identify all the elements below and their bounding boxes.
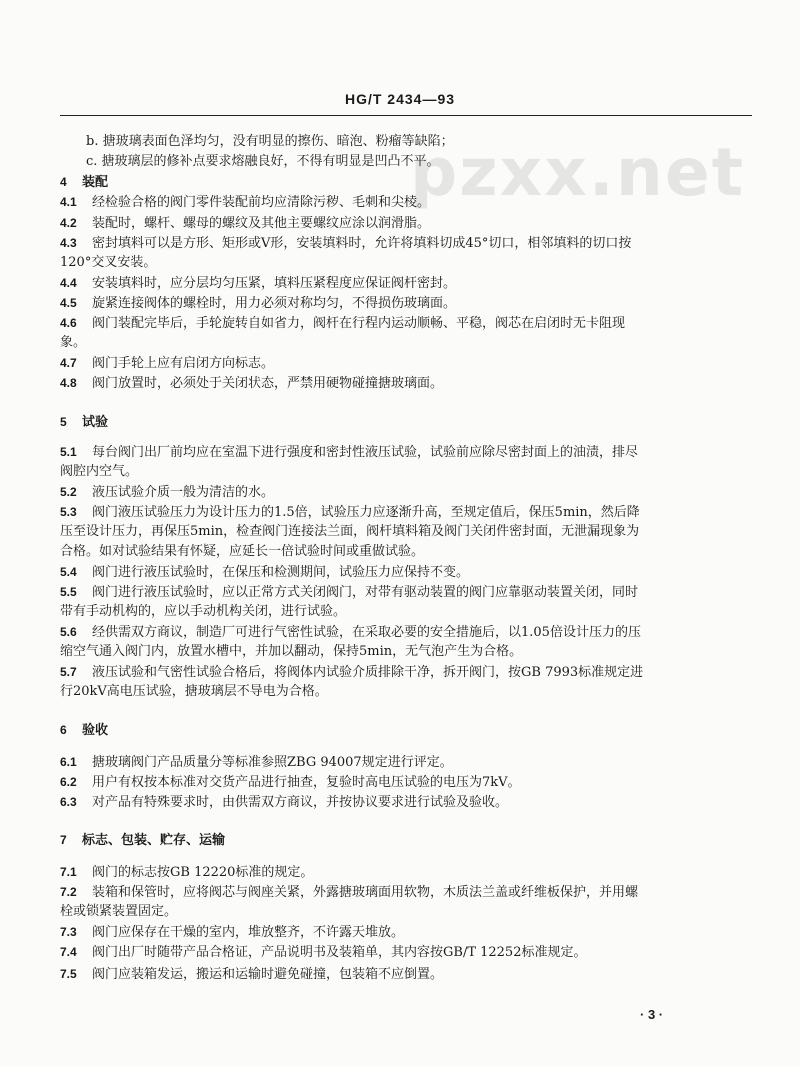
clause-number: 7.5 xyxy=(60,967,77,981)
clause-text: 每台阀门出厂前均应在室温下进行强度和密封性液压试验，试验前应除尽密封面上的油渍，排尽 xyxy=(92,445,639,460)
clause-text: 用户有权按本标准对交货产品进行抽查，复验时高电压试验的电压为7kV。 xyxy=(92,775,521,790)
clause-number: 7.2 xyxy=(60,885,77,899)
clause-text: 标志、包装、贮存、运输 xyxy=(82,833,226,848)
clause-text: 带有手动机构的，应以手动机构关闭，进行试验。 xyxy=(60,604,347,619)
clause-text: 经供需双方商议，制造厂可进行气密性试验，在采取必要的安全措施后，以1.05倍设计压力的压 xyxy=(92,625,641,640)
clause-number: 4.5 xyxy=(60,296,77,310)
clause-number: 6.3 xyxy=(60,795,77,809)
clause-continuation xyxy=(60,644,752,660)
clause-number: 4.6 xyxy=(60,316,77,330)
section-heading xyxy=(60,414,752,431)
clause-line xyxy=(60,584,752,601)
clause-line xyxy=(60,154,778,170)
clause-line xyxy=(60,924,752,941)
clause-number: 5.5 xyxy=(60,585,77,599)
clause-line xyxy=(60,504,752,521)
clause-line xyxy=(60,794,752,811)
clause-line xyxy=(60,134,778,150)
clause-line xyxy=(60,944,752,961)
clause-line xyxy=(60,664,752,681)
watermark: pzxx.net xyxy=(410,134,746,211)
clause-text: 合格。如对试验结果有怀疑，应延长一倍试验时间或重做试验。 xyxy=(60,544,425,559)
clause-line xyxy=(60,884,752,901)
clause-text: 旋紧连接阀体的螺栓时，用力必须对称均匀，不得损伤玻璃面。 xyxy=(92,296,457,311)
clause-text: 栓或锁紧装置固定。 xyxy=(60,904,178,919)
clause-text: 阀腔内空气。 xyxy=(60,464,139,479)
clause-number: 4.4 xyxy=(60,276,77,290)
clause-line xyxy=(60,355,752,372)
clause-line xyxy=(60,564,752,581)
clause-text: 阀门液压试验压力为设计压力的1.5倍，试验压力应逐渐升高，至规定值后，保压5min，然后降 xyxy=(92,505,640,520)
clause-line xyxy=(60,444,752,461)
clause-line xyxy=(60,754,752,771)
clause-continuation xyxy=(60,335,752,351)
clause-continuation xyxy=(60,904,752,920)
clause-continuation xyxy=(60,464,752,480)
section-heading xyxy=(60,832,752,849)
clause-number: 5.3 xyxy=(60,505,77,519)
clause-number: 5.7 xyxy=(60,665,77,679)
clause-line xyxy=(60,235,752,252)
clause-text: 装箱和保管时，应将阀芯与阀座关紧，外露搪玻璃面用软物，木质法兰盖或纤维板保护，并用螺 xyxy=(92,885,639,900)
clause-line xyxy=(60,215,752,232)
clause-line xyxy=(60,484,752,501)
clause-text: 装配 xyxy=(82,175,109,190)
clause-text: 阀门进行液压试验时，应以正常方式关闭阀门，对带有驱动装置的阀门应靠驱动装置关闭，同时 xyxy=(92,585,639,600)
clause-number: 4.8 xyxy=(60,376,77,390)
clause-number: 6.2 xyxy=(60,775,77,789)
clause-line xyxy=(60,295,752,312)
clause-text: 经检验合格的阀门零件装配前均应清除污秽、毛刺和尖棱。 xyxy=(92,195,431,210)
clause-text: 安装填料时，应分层均匀压紧，填料压紧程度应保证阀杆密封。 xyxy=(92,276,457,291)
clause-number: 7.1 xyxy=(60,865,77,879)
clause-continuation xyxy=(60,544,752,560)
clause-text: 阀门应保存在干燥的室内，堆放整齐，不许露天堆放。 xyxy=(92,925,405,940)
clause-line xyxy=(60,624,752,641)
clause-text: 阀门出厂时随带产品合格证，产品说明书及装箱单，其内容按GB/T 12252标准规定。 xyxy=(92,945,587,960)
clause-line xyxy=(60,375,752,392)
clause-number: 7.3 xyxy=(60,925,77,939)
clause-text: 阀门手轮上应有启闭方向标志。 xyxy=(92,356,275,371)
clause-line xyxy=(60,774,752,791)
header-rule xyxy=(60,115,752,116)
clause-text: 搪玻璃阀门产品质量分等标准参照ZBG 94007规定进行评定。 xyxy=(92,755,453,770)
clause-text: 象。 xyxy=(60,335,87,350)
clause-text: 试验 xyxy=(82,415,109,430)
clause-line xyxy=(60,864,752,881)
clause-text: 阀门的标志按GB 12220标准的规定。 xyxy=(92,865,314,880)
clause-continuation xyxy=(60,255,752,271)
clause-number: 5.6 xyxy=(60,625,77,639)
clause-text: 压至设计压力，再保压5min，检查阀门连接法兰面，阀杆填料箱及阀门关闭件密封面，无泄漏现象为 xyxy=(60,524,640,539)
section-heading xyxy=(60,174,752,191)
section-heading xyxy=(60,722,752,739)
clause-number: 5 xyxy=(60,415,67,429)
clause-text: 验收 xyxy=(82,723,109,738)
clause-text: 阀门放置时，必须处于关闭状态，严禁用硬物碰撞搪玻璃面。 xyxy=(92,376,444,391)
clause-continuation xyxy=(60,684,752,700)
clause-number: 6.1 xyxy=(60,755,77,769)
clause-text: c. 搪玻璃层的修补点要求熔融良好，不得有明显是凹凸不平。 xyxy=(86,154,440,169)
clause-text: 密封填料可以是方形、矩形或V形，安装填料时，允许将填料切成45°切口，相邻填料的切口按 xyxy=(92,236,632,251)
clause-text: 阀门应装箱发运，搬运和运输时避免碰撞，包装箱不应倒置。 xyxy=(92,967,444,982)
clause-continuation xyxy=(60,604,752,620)
clause-text: b. 搪玻璃表面色泽均匀，没有明显的擦伤、暗泡、粉瘤等缺陷； xyxy=(86,134,454,149)
clause-text: 对产品有特殊要求时，由供需双方商议，并按协议要求进行试验及验收。 xyxy=(92,795,509,810)
clause-number: 5.2 xyxy=(60,485,77,499)
clause-text: 120°交叉安装。 xyxy=(60,255,157,270)
clause-text: 阀门进行液压试验时，在保压和检测期间，试验压力应保持不变。 xyxy=(92,565,470,580)
clause-number: 7.4 xyxy=(60,945,77,959)
clause-number: 4 xyxy=(60,175,67,189)
clause-line xyxy=(60,966,752,983)
clause-text: 装配时，螺杆、螺母的螺纹及其他主要螺纹应涂以润滑脂。 xyxy=(92,216,431,231)
clause-number: 7 xyxy=(60,833,67,847)
clause-number: 4.1 xyxy=(60,195,77,209)
clause-number: 5.1 xyxy=(60,445,77,459)
clause-line xyxy=(60,275,752,292)
clause-number: 4.3 xyxy=(60,236,77,250)
clause-text: 行20kV高电压试验，搪玻璃层不导电为合格。 xyxy=(60,684,328,699)
clause-number: 6 xyxy=(60,723,67,737)
page-number: · 3 · xyxy=(640,1007,664,1022)
clause-number: 4.7 xyxy=(60,356,77,370)
clause-line xyxy=(60,194,752,211)
clause-text: 液压试验和气密性试验合格后，将阀体内试验介质排除干净，拆开阀门，按GB 7993标准规定进 xyxy=(92,665,644,680)
clause-text: 阀门装配完毕后，手轮旋转自如省力，阀杆在行程内运动顺畅、平稳，阀芯在启闭时无卡阻现 xyxy=(92,316,626,331)
clause-text: 缩空气通入阀门内，放置水槽中，并加以翻动，保持5min，无气泡产生为合格。 xyxy=(60,644,523,659)
clause-text: 液压试验介质一般为清洁的水。 xyxy=(92,485,275,500)
clause-number: 4.2 xyxy=(60,216,77,230)
clause-number: 5.4 xyxy=(60,565,77,579)
clause-line xyxy=(60,315,752,332)
standard-code-header: HG/T 2434—93 xyxy=(344,91,456,107)
clause-continuation xyxy=(60,524,752,540)
